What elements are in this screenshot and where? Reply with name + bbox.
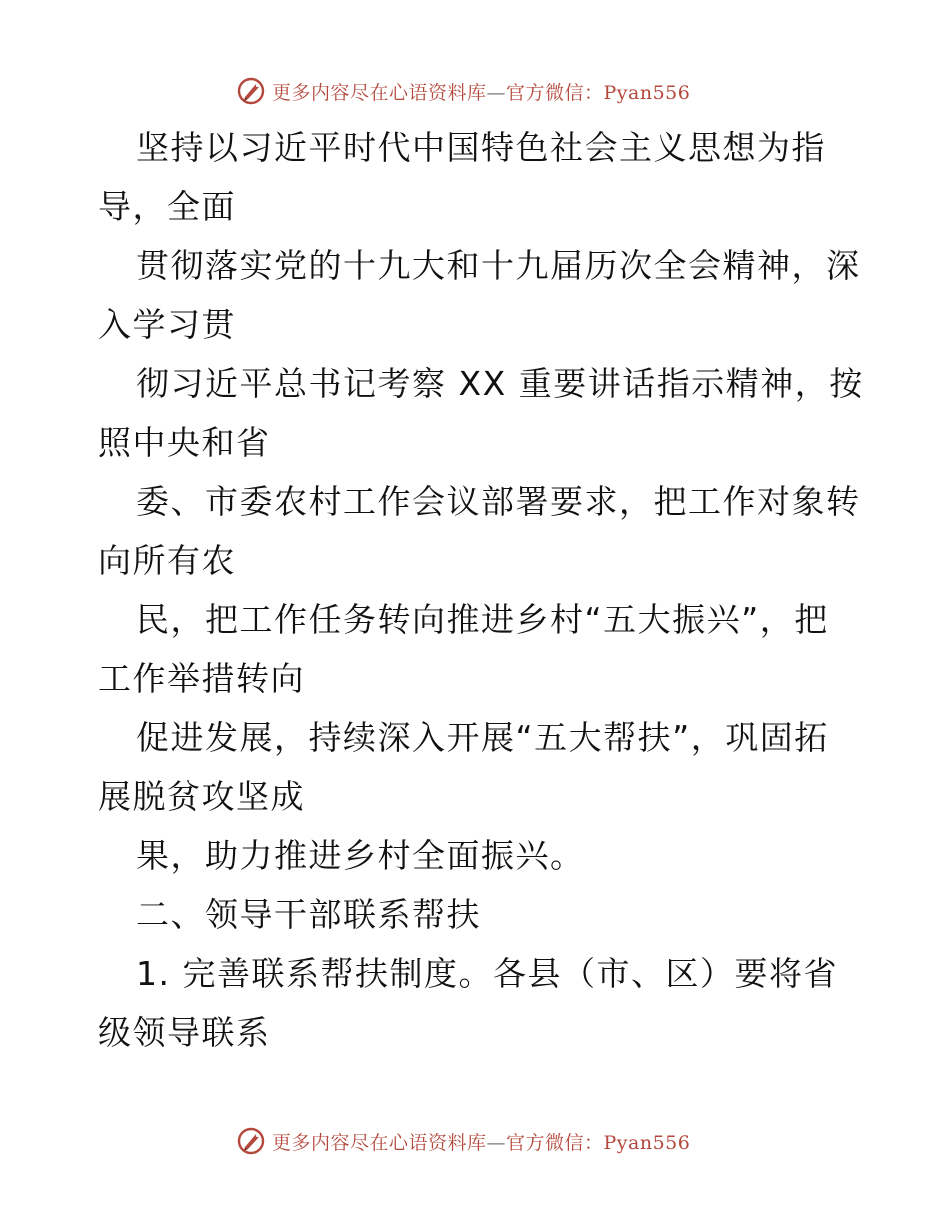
body-line: 展脱贫攻坚成 bbox=[98, 777, 305, 816]
section-heading: 二、领导干部联系帮扶 bbox=[136, 895, 481, 934]
footer-banner-text bbox=[272, 1128, 690, 1155]
document-body bbox=[98, 118, 864, 1062]
pen-circle-logo-icon bbox=[236, 1126, 266, 1156]
footer-banner-main: 更多内容尽在心语资料库 bbox=[272, 1131, 487, 1154]
body-line: 向所有农 bbox=[98, 541, 236, 580]
body-line: 工作举措转向 bbox=[98, 659, 305, 698]
body-line: 促进发展，持续深入开展“五大帮扶”，巩固拓 bbox=[136, 718, 829, 757]
body-line: 级领导联系 bbox=[98, 1013, 271, 1052]
header-banner bbox=[236, 74, 716, 108]
footer-banner bbox=[236, 1124, 716, 1158]
body-line: 入学习贯 bbox=[98, 305, 236, 344]
header-banner-text bbox=[272, 78, 690, 105]
body-line: 贯彻落实党的十九大和十九届历次全会精神，深 bbox=[136, 246, 861, 285]
pen-circle-logo-icon bbox=[236, 76, 266, 106]
body-line: 照中央和省 bbox=[98, 423, 271, 462]
body-line: 果，助力推进乡村全面振兴。 bbox=[136, 836, 585, 875]
body-line: 委、市委农村工作会议部署要求，把工作对象转 bbox=[136, 482, 861, 521]
header-banner-main: 更多内容尽在心语资料库 bbox=[272, 81, 487, 104]
header-banner-wechat: 官方微信：Pyan556 bbox=[506, 81, 691, 104]
body-line: 导，全面 bbox=[98, 187, 236, 226]
body-line: 民，把工作任务转向推进乡村“五大振兴”，把 bbox=[136, 600, 829, 639]
header-banner-separator: — bbox=[486, 81, 507, 104]
footer-banner-wechat: 官方微信：Pyan556 bbox=[506, 1131, 691, 1154]
footer-banner-separator: — bbox=[486, 1131, 507, 1154]
body-line: 彻习近平总书记考察 XX 重要讲话指示精神，按 bbox=[136, 364, 864, 403]
body-line: 1. 完善联系帮扶制度。各县（市、区）要将省 bbox=[136, 954, 838, 993]
body-line: 坚持以习近平时代中国特色社会主义思想为指 bbox=[136, 128, 826, 167]
